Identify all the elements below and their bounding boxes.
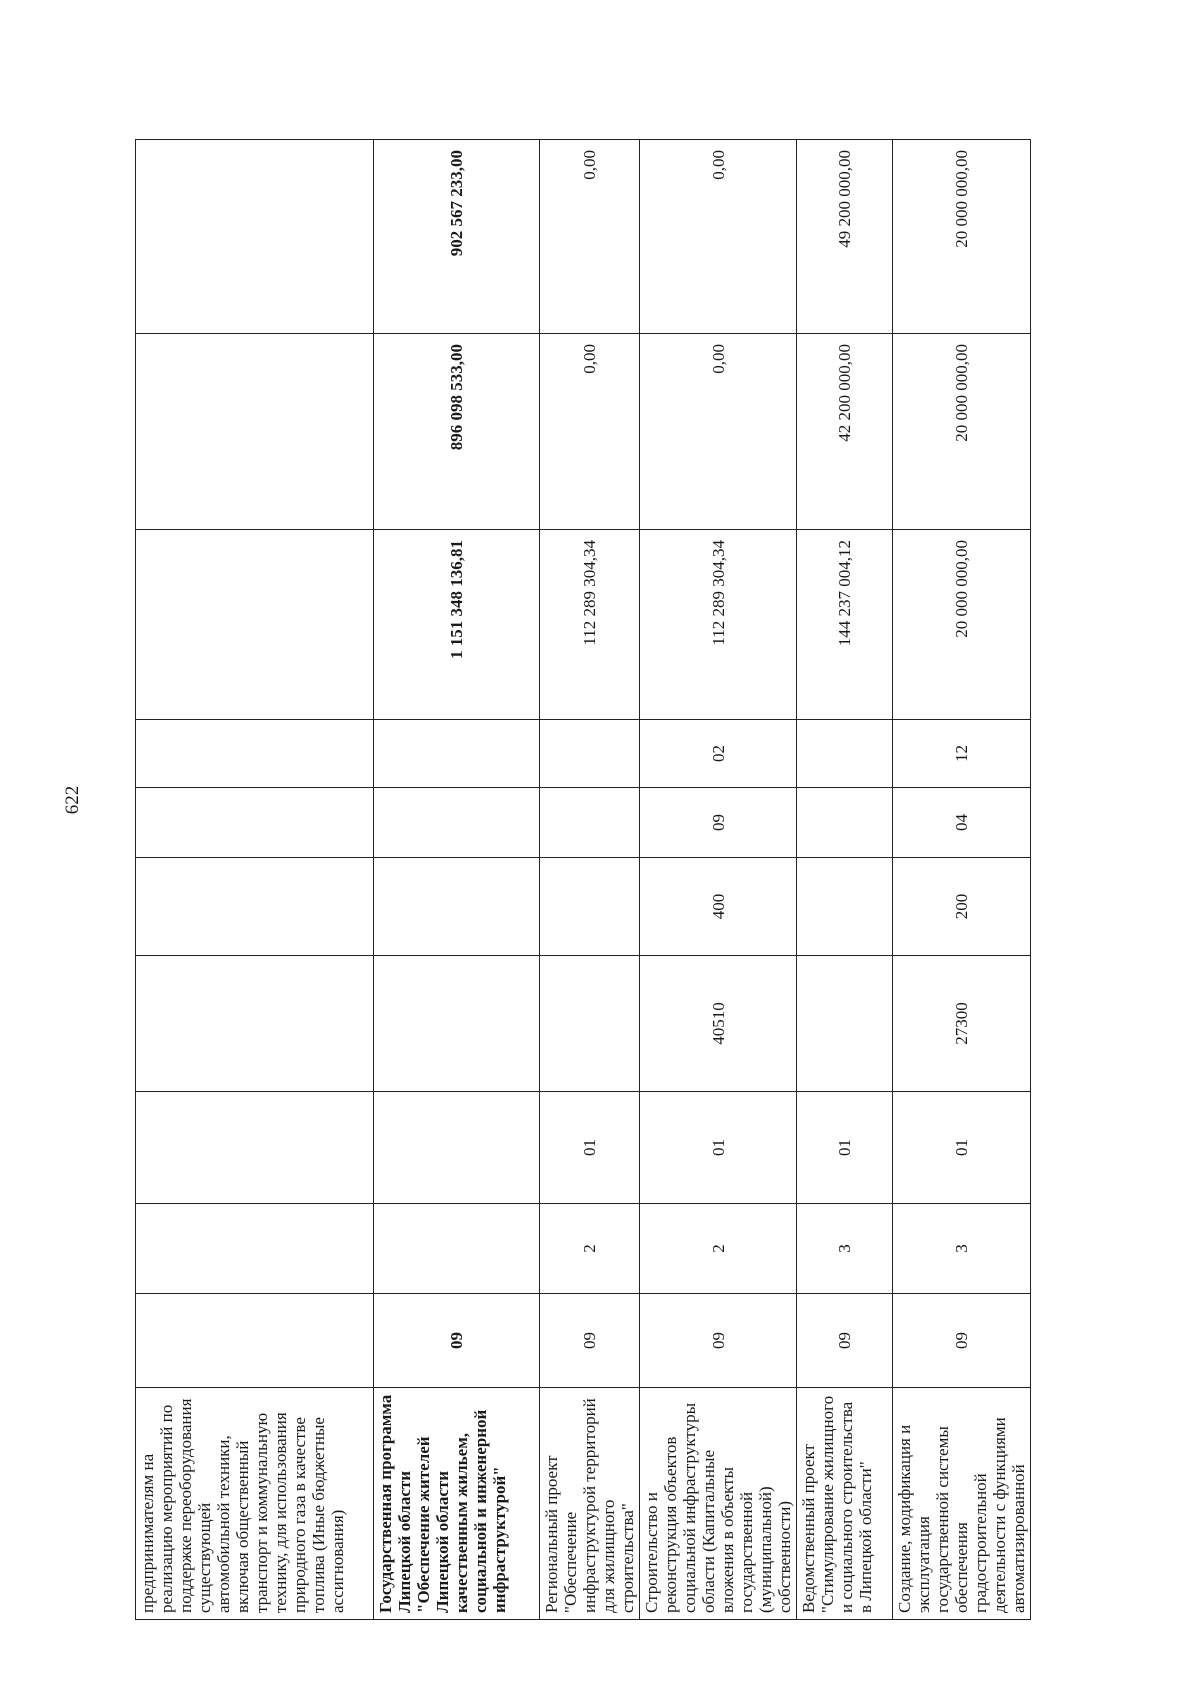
cell-subsection (136, 720, 374, 788)
cell-amount-1: 112 289 304,34 (540, 530, 640, 720)
cell-event (374, 1092, 540, 1204)
table-row (540, 140, 640, 1620)
cell-subprogram: 3 (893, 1204, 1031, 1294)
cell-amount-2: 42 200 000,00 (797, 334, 893, 530)
cell-subprogram (136, 1204, 374, 1294)
cell-expense-type (374, 858, 540, 956)
cell-subprogram (374, 1204, 540, 1294)
cell-subsection: 02 (640, 720, 797, 788)
cell-expense-type: 200 (893, 858, 1031, 956)
page-number: 622 (62, 785, 83, 815)
cell-program: 09 (797, 1294, 893, 1388)
table-row (797, 140, 893, 1620)
cell-expense-type: 400 (640, 858, 797, 956)
cell-direction (797, 956, 893, 1092)
cell-section (797, 788, 893, 858)
cell-program: 09 (374, 1294, 540, 1388)
cell-amount-3: 902 567 233,00 (374, 140, 540, 334)
cell-amount-3 (136, 140, 374, 334)
table-row (640, 140, 797, 1620)
cell-amount-3: 49 200 000,00 (797, 140, 893, 334)
cell-direction: 40510 (640, 956, 797, 1092)
cell-direction (540, 956, 640, 1092)
cell-expense-type (136, 858, 374, 956)
row-name: Государственная программа Липецкой области "Обеспечение жителей Липецкой области качественным жильем, социальной и инженерной инфраструктурой" (374, 1388, 540, 1620)
cell-program: 09 (640, 1294, 797, 1388)
cell-event: 01 (640, 1092, 797, 1204)
cell-subprogram: 2 (640, 1204, 797, 1294)
cell-subprogram: 2 (540, 1204, 640, 1294)
budget-table (135, 139, 1031, 1620)
cell-subsection: 12 (893, 720, 1031, 788)
table-row (136, 140, 374, 1620)
cell-amount-1: 1 151 348 136,81 (374, 530, 540, 720)
cell-subprogram: 3 (797, 1204, 893, 1294)
cell-amount-3: 0,00 (540, 140, 640, 334)
cell-direction: 27300 (893, 956, 1031, 1092)
cell-amount-2: 896 098 533,00 (374, 334, 540, 530)
cell-direction (374, 956, 540, 1092)
row-name: Региональный проект "Обеспечение инфраструктурой территорий для жилищного строительства" (540, 1388, 640, 1620)
cell-amount-2: 20 000 000,00 (893, 334, 1031, 530)
cell-program: 09 (893, 1294, 1031, 1388)
cell-event: 01 (797, 1092, 893, 1204)
row-name: Ведомственный проект "Стимулирование жилищного и социального строительства в Липецкой области" (797, 1388, 893, 1620)
cell-amount-1 (136, 530, 374, 720)
cell-section (540, 788, 640, 858)
table-row (374, 140, 540, 1620)
cell-amount-1: 144 237 004,12 (797, 530, 893, 720)
cell-section: 09 (640, 788, 797, 858)
row-name: Строительство и реконструкция объектов социальной инфраструктуры области (Капитальные вложения в объекты государственной (муниципальной) собственности) (640, 1388, 797, 1620)
cell-subsection (540, 720, 640, 788)
cell-section (136, 788, 374, 858)
cell-amount-3: 20 000 000,00 (893, 140, 1031, 334)
cell-amount-1: 20 000 000,00 (893, 530, 1031, 720)
cell-amount-3: 0,00 (640, 140, 797, 334)
cell-program (136, 1294, 374, 1388)
row-name: предпринимателям на реализацию мероприятий по поддержке переоборудования существующей автомобильной техники, включая общественный транспорт и коммунальную технику, для использования природного газа в качестве топлива (Иные бюджетные ассигнования) (136, 1388, 374, 1620)
cell-section: 04 (893, 788, 1031, 858)
cell-subsection (374, 720, 540, 788)
cell-amount-2: 0,00 (640, 334, 797, 530)
cell-direction (136, 956, 374, 1092)
row-name: Создание, модификация и эксплуатация государственной системы обеспечения градостроительной деятельности с функциями автоматизированной (893, 1388, 1031, 1620)
cell-section (374, 788, 540, 858)
cell-expense-type (797, 858, 893, 956)
cell-event: 01 (893, 1092, 1031, 1204)
cell-event (136, 1092, 374, 1204)
rotated-page (0, 90, 1100, 1690)
cell-event: 01 (540, 1092, 640, 1204)
cell-expense-type (540, 858, 640, 956)
cell-amount-2: 0,00 (540, 334, 640, 530)
cell-subsection (797, 720, 893, 788)
cell-amount-1: 112 289 304,34 (640, 530, 797, 720)
cell-amount-2 (136, 334, 374, 530)
table-row (893, 140, 1031, 1620)
cell-program: 09 (540, 1294, 640, 1388)
